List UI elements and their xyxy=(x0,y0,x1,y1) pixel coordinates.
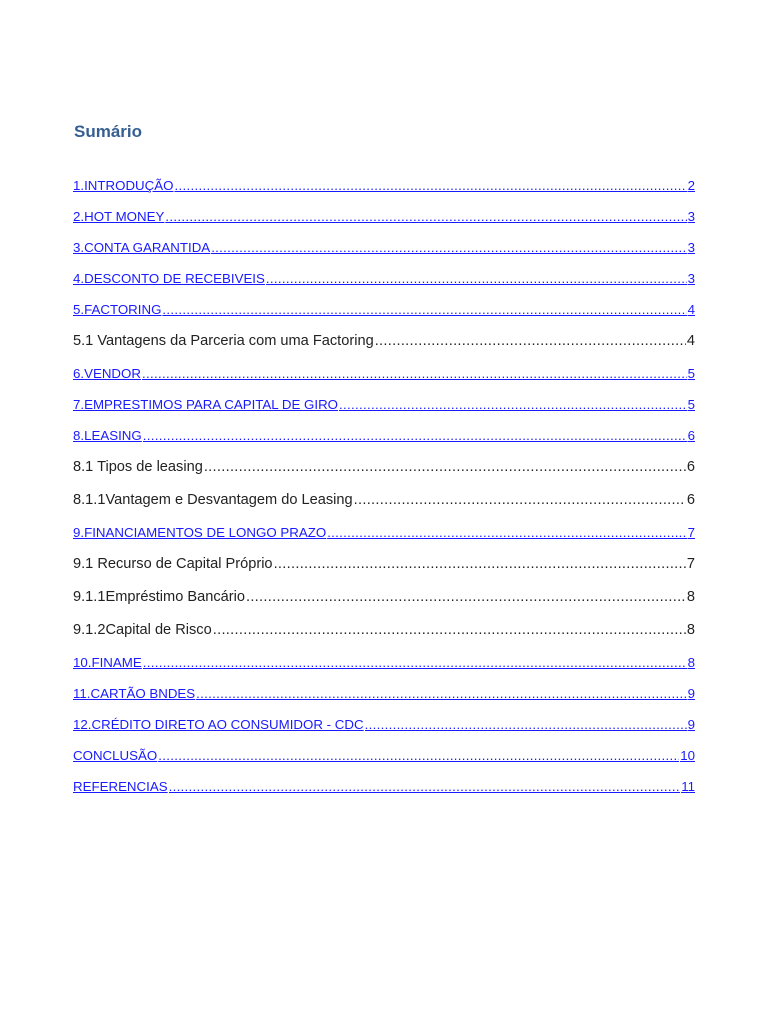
toc-entry-label[interactable]: 5.FACTORING xyxy=(73,302,162,317)
toc-dot-leader xyxy=(143,655,687,670)
toc-dot-leader xyxy=(162,302,686,317)
toc-entry-page-number[interactable]: 10 xyxy=(680,748,695,763)
toc-dot-leader xyxy=(174,178,686,193)
toc-entry[interactable] xyxy=(73,519,695,550)
toc-entry-page-number[interactable]: 3 xyxy=(687,271,695,286)
toc-entry-page-number: 7 xyxy=(686,556,695,572)
toc-entry-label[interactable]: 11.CARTÃO BNDES xyxy=(73,686,196,701)
table-of-contents xyxy=(73,172,695,804)
toc-entry[interactable] xyxy=(73,360,695,391)
toc-entry-label[interactable]: 12.CRÉDITO DIRETO AO CONSUMIDOR - CDC xyxy=(73,717,364,732)
toc-entry[interactable] xyxy=(73,172,695,203)
toc-entry-page-number[interactable]: 11 xyxy=(681,779,695,794)
toc-entry[interactable] xyxy=(73,773,695,804)
toc-entry-label[interactable]: 3.CONTA GARANTIDA xyxy=(73,240,211,255)
toc-entry[interactable] xyxy=(73,265,695,296)
toc-entry-label[interactable]: 7.EMPRESTIMOS PARA CAPITAL DE GIRO xyxy=(73,397,339,412)
toc-dot-leader xyxy=(339,397,687,412)
toc-entry-page-number[interactable]: 3 xyxy=(687,209,695,224)
toc-title: Sumário xyxy=(74,122,143,141)
toc-entry-label: 8.1 Tipos de leasing xyxy=(73,459,203,475)
toc-dot-leader xyxy=(169,779,681,794)
toc-entry xyxy=(73,583,695,616)
toc-entry-page-number[interactable]: 5 xyxy=(687,397,695,412)
toc-entry xyxy=(73,327,695,360)
toc-dot-leader xyxy=(158,748,679,763)
toc-dot-leader xyxy=(266,271,687,286)
toc-entry-label[interactable]: 1.INTRODUÇÃO xyxy=(73,178,174,193)
toc-entry-page-number: 8 xyxy=(686,589,695,605)
toc-entry xyxy=(73,550,695,583)
toc-entry-label: 9.1 Recurso de Capital Próprio xyxy=(73,556,273,572)
toc-entry-label[interactable]: REFERENCIAS xyxy=(73,779,168,794)
toc-entry-page-number: 6 xyxy=(686,459,695,475)
toc-entry[interactable] xyxy=(73,234,695,265)
toc-entry-label: 5.1 Vantagens da Parceria com uma Factoring xyxy=(73,333,374,349)
toc-entry[interactable] xyxy=(73,296,695,327)
toc-entry[interactable] xyxy=(73,391,695,422)
toc-entry-label: 8.1.1Vantagem e Desvantagem do Leasing xyxy=(73,492,353,508)
toc-entry-label[interactable]: 2.HOT MONEY xyxy=(73,209,165,224)
toc-entry-page-number: 8 xyxy=(686,622,695,638)
toc-entry-page-number[interactable]: 6 xyxy=(687,428,695,443)
toc-dot-leader xyxy=(213,622,686,638)
toc-entry-label[interactable]: 9.FINANCIAMENTOS DE LONGO PRAZO xyxy=(73,525,327,540)
toc-entry-label: 9.1.1Empréstimo Bancário xyxy=(73,589,245,605)
toc-entry[interactable] xyxy=(73,742,695,773)
toc-entry-page-number[interactable]: 9 xyxy=(687,717,695,732)
toc-entry-label[interactable]: 4.DESCONTO DE RECEBIVEIS xyxy=(73,271,265,286)
toc-dot-leader xyxy=(375,333,686,349)
toc-entry-label[interactable]: CONCLUSÃO xyxy=(73,748,158,763)
toc-entry[interactable] xyxy=(73,649,695,680)
toc-entry-label[interactable]: 10.FINAME xyxy=(73,655,142,670)
toc-dot-leader xyxy=(274,556,686,572)
toc-entry[interactable] xyxy=(73,422,695,453)
toc-dot-leader xyxy=(165,209,686,224)
toc-entry-page-number[interactable]: 8 xyxy=(687,655,695,670)
toc-entry-page-number[interactable]: 4 xyxy=(687,302,695,317)
toc-entry-page-number[interactable]: 7 xyxy=(687,525,695,540)
toc-entry-label: 9.1.2Capital de Risco xyxy=(73,622,212,638)
toc-dot-leader xyxy=(211,240,686,255)
toc-entry-label[interactable]: 6.VENDOR xyxy=(73,366,141,381)
toc-entry-page-number: 6 xyxy=(686,492,695,508)
toc-dot-leader xyxy=(142,366,687,381)
toc-entry-page-number: 4 xyxy=(686,333,695,349)
toc-entry[interactable] xyxy=(73,203,695,234)
toc-dot-leader xyxy=(365,717,687,732)
toc-entry-page-number[interactable]: 9 xyxy=(687,686,695,701)
toc-entry-page-number[interactable]: 5 xyxy=(687,366,695,381)
toc-entry-page-number[interactable]: 3 xyxy=(687,240,695,255)
toc-dot-leader xyxy=(246,589,686,605)
toc-entry-page-number[interactable]: 2 xyxy=(687,178,695,193)
toc-dot-leader xyxy=(143,428,687,443)
toc-entry[interactable] xyxy=(73,711,695,742)
toc-entry xyxy=(73,453,695,486)
toc-entry xyxy=(73,486,695,519)
toc-dot-leader xyxy=(354,492,686,508)
toc-dot-leader xyxy=(327,525,686,540)
toc-entry[interactable] xyxy=(73,680,695,711)
toc-dot-leader xyxy=(196,686,686,701)
toc-entry-label[interactable]: 8.LEASING xyxy=(73,428,142,443)
toc-dot-leader xyxy=(204,459,686,475)
toc-entry xyxy=(73,616,695,649)
